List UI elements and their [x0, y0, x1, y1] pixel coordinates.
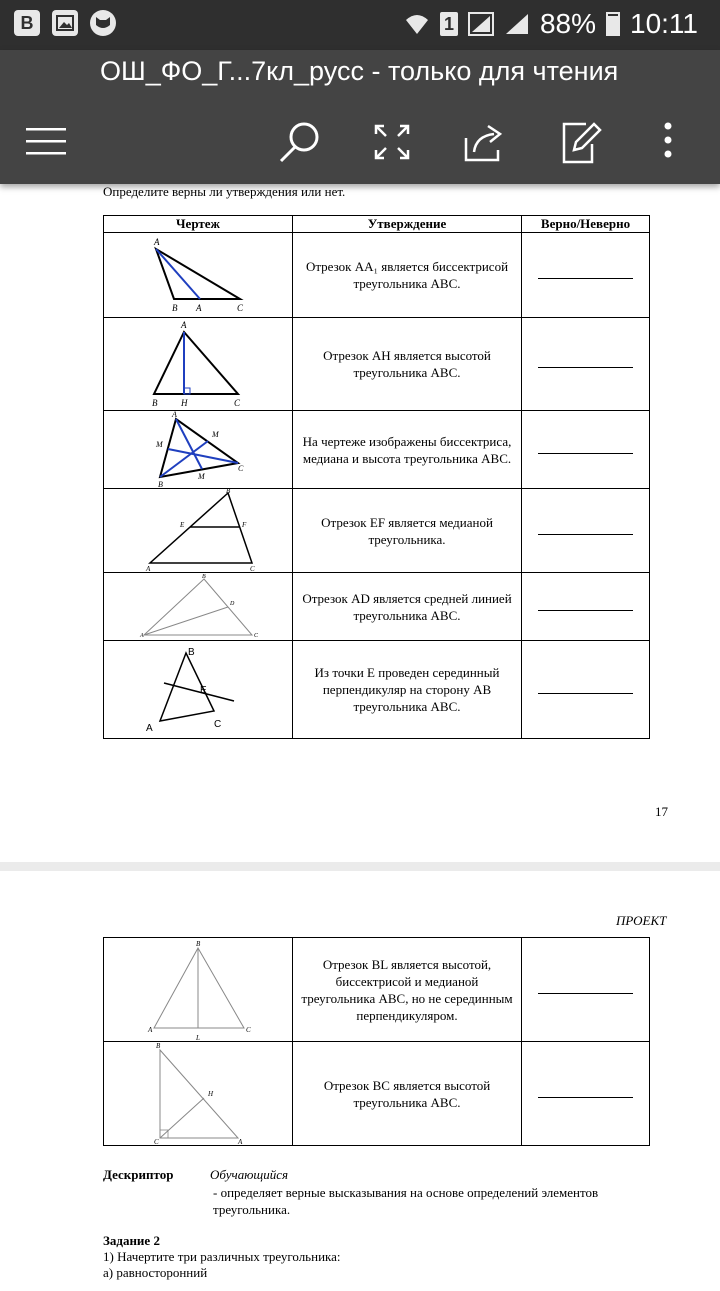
- svg-text:A: A: [172, 411, 177, 419]
- statement-cell: Отрезок AA₁ является биссектрисой треугольника ABC.: [293, 233, 522, 318]
- status-bar: [0, 0, 720, 50]
- answer-blank[interactable]: [538, 692, 633, 694]
- svg-text:L: L: [196, 1034, 200, 1041]
- battery-percent: 88%: [539, 8, 596, 39]
- table-row: [104, 938, 650, 1042]
- svg-text:C: C: [214, 719, 222, 730]
- svg-text:A: A: [181, 320, 187, 330]
- cat-icon: [90, 10, 116, 36]
- wifi-icon: [404, 12, 430, 36]
- header-statement: Утверждение: [293, 216, 522, 233]
- search-icon[interactable]: [276, 118, 324, 166]
- figure-right-triangle: [104, 1042, 292, 1145]
- svg-text:H: H: [181, 398, 188, 408]
- signal-icon-1: [468, 12, 494, 36]
- descriptor-text: - определяет верные высказывания на основе определений элементов треугольника.: [213, 1185, 599, 1217]
- svg-text:A: A: [238, 1138, 243, 1145]
- figure-median-ef: [104, 489, 292, 572]
- svg-text:B: B: [226, 489, 231, 495]
- edit-icon[interactable]: [556, 118, 604, 166]
- svg-text:E: E: [200, 685, 207, 696]
- sim-badge: 1: [440, 12, 458, 36]
- figure-perpendicular: [104, 641, 292, 738]
- table-row: [104, 1042, 650, 1146]
- svg-text:C: C: [238, 464, 244, 473]
- svg-text:B: B: [152, 398, 158, 408]
- svg-text:C: C: [234, 398, 241, 408]
- svg-text:D: D: [230, 601, 235, 607]
- page-number: 17: [655, 804, 668, 819]
- more-options-icon[interactable]: [644, 118, 692, 166]
- svg-text:B: B: [196, 940, 201, 948]
- svg-text:C: C: [154, 1138, 159, 1145]
- svg-text:B: B: [158, 480, 163, 488]
- table-row: [104, 318, 650, 411]
- statement-cell: Отрезок AH является высотой треугольника ABC.: [293, 318, 522, 411]
- task-title: Задание 2: [103, 1233, 160, 1248]
- share-icon[interactable]: [460, 118, 508, 166]
- statement-cell: На чертеже изображены биссектриса, медиана и высота треугольника ABC.: [293, 411, 522, 489]
- document-page-18[interactable]: [0, 871, 720, 1291]
- svg-text:C: C: [237, 303, 244, 313]
- statements-table-1: [103, 215, 650, 739]
- header-answer: Верно/Неверно: [522, 216, 650, 233]
- svg-text:M: M: [156, 440, 163, 449]
- menu-icon[interactable]: [22, 118, 70, 166]
- table-row: [104, 573, 650, 641]
- statement-cell: Отрезок BL является высотой, биссектрисой и медианой треугольника ABC, но не серединным перпендикуляром.: [293, 938, 522, 1042]
- fullscreen-icon[interactable]: [368, 118, 416, 166]
- svg-text:B: B: [156, 1042, 161, 1050]
- svg-text:C: C: [250, 565, 255, 572]
- signal-icon-2: [504, 12, 530, 36]
- instruction-text: Определите верны ли утверждения или нет.: [103, 184, 346, 199]
- task-line-1: 1) Начертите три различных треугольника:: [103, 1249, 341, 1264]
- answer-blank[interactable]: [538, 609, 633, 611]
- svg-text:B: B: [188, 647, 195, 658]
- svg-text:A: A: [154, 237, 160, 247]
- figure-bisector: [104, 233, 292, 317]
- descriptor-subject: Обучающийся: [210, 1167, 289, 1182]
- statements-table-2: [103, 937, 650, 1146]
- b-icon: B: [14, 10, 40, 36]
- svg-text:M: M: [212, 430, 219, 439]
- svg-text:H: H: [208, 1090, 214, 1098]
- document-page-17[interactable]: [0, 184, 720, 862]
- svg-text:C: C: [246, 1026, 251, 1034]
- battery-icon: [606, 12, 620, 36]
- document-title: ОШ_ФО_Г...7кл_русс - только для чтения: [100, 56, 619, 86]
- answer-blank[interactable]: [538, 277, 633, 279]
- answer-blank[interactable]: [538, 366, 633, 368]
- answer-blank[interactable]: [538, 1096, 633, 1098]
- image-icon: [52, 10, 78, 36]
- app-bar: [0, 50, 720, 184]
- figure-altitude: [104, 318, 292, 410]
- table-row: [104, 489, 650, 573]
- table-row: [104, 411, 650, 489]
- header-drawing: Чертеж: [104, 216, 293, 233]
- svg-text:C: C: [254, 633, 259, 639]
- svg-text:A: A: [146, 565, 151, 572]
- clock: 10:11: [630, 8, 698, 39]
- answer-blank[interactable]: [538, 533, 633, 535]
- descriptor-label: Дескриптор: [103, 1167, 174, 1182]
- statement-cell: Отрезок AD является средней линией треугольника ABC.: [293, 573, 522, 641]
- statement-cell: Отрезок EF является медианой треугольника.: [293, 489, 522, 573]
- svg-text:A: A: [140, 633, 144, 639]
- statement-cell: Из точки E проведен серединный перпендикуляр на сторону AB треугольника ABC.: [293, 641, 522, 739]
- svg-text:B: B: [202, 574, 206, 580]
- project-label: ПРОЕКТ: [616, 913, 667, 928]
- table-row: [104, 641, 650, 739]
- svg-text:E: E: [180, 521, 185, 529]
- svg-text:A: A: [148, 1026, 153, 1034]
- answer-blank[interactable]: [538, 992, 633, 994]
- svg-text:M: M: [198, 472, 205, 481]
- svg-text:B: B: [172, 303, 178, 313]
- figure-segment-ad: [104, 573, 292, 640]
- svg-text:F: F: [242, 521, 247, 529]
- table-row: [104, 233, 650, 318]
- answer-blank[interactable]: [538, 452, 633, 454]
- task-line-2: а) равносторонний: [103, 1265, 208, 1280]
- svg-text:A: A: [146, 723, 153, 734]
- figure-three-segments: [104, 411, 292, 488]
- svg-text:A: A: [196, 303, 202, 313]
- figure-isosceles: [104, 938, 292, 1041]
- statement-cell: Отрезок BC является высотой треугольника ABC.: [293, 1042, 522, 1146]
